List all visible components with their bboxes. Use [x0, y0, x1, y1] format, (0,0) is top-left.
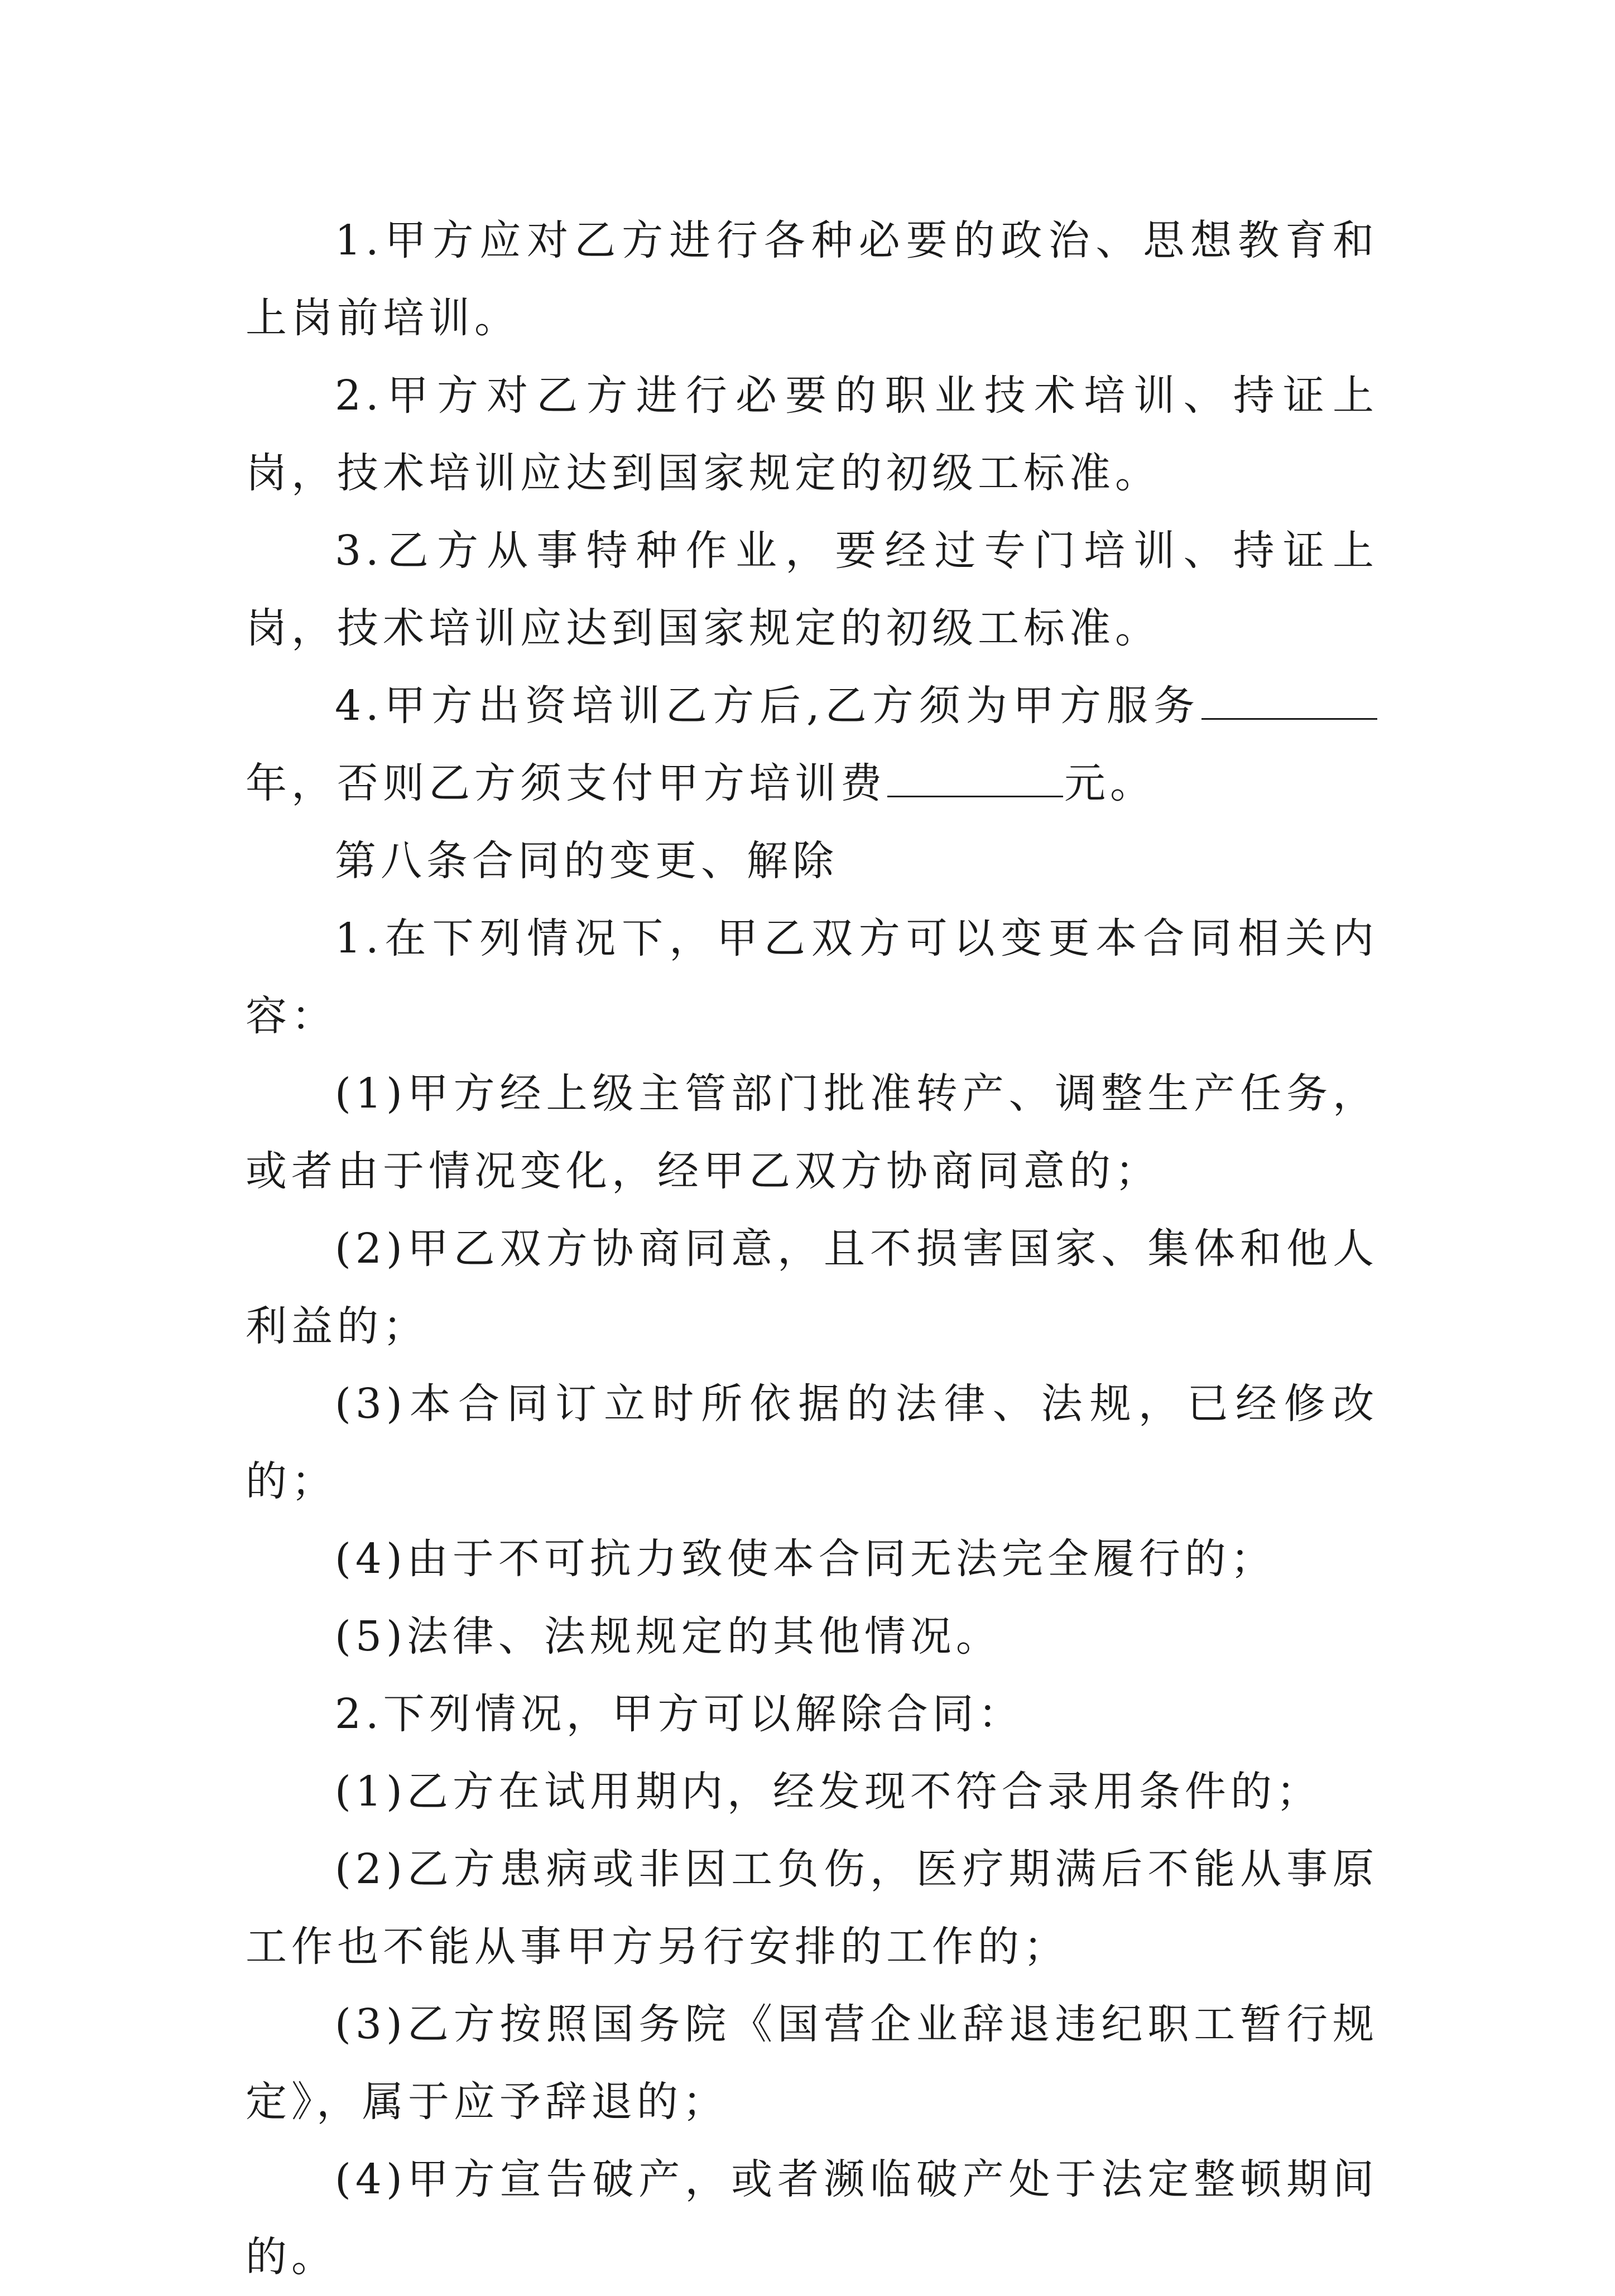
contract-body	[246, 202, 1378, 2296]
paragraph-training-technical: 2.甲方对乙方进行必要的职业技术培训、持证上岗，技术培训应达到国家规定的初级工标准。	[246, 372, 1378, 497]
training-fee-blank[interactable]	[887, 762, 1063, 797]
paragraph-termination-conditions: 2.下列情况，甲方可以解除合同：	[335, 1690, 1024, 1738]
paragraph-change-item-5: (5)法律、法规规定的其他情况。	[335, 1613, 1002, 1660]
training-cost-part3: 元。	[1064, 759, 1156, 807]
article-eight-heading: 第八条合同的变更、解除	[335, 837, 838, 885]
training-cost-part1: 4.甲方出资培训乙方后,乙方须为甲方服务	[335, 682, 1200, 730]
paragraph-termination-item-3: (3)乙方按照国务院《国营企业辞退违纪职工暂行规定》，属于应予辞退的；	[246, 2000, 1378, 2126]
paragraph-termination-item-2: (2)乙方患病或非因工负伤，医疗期满后不能从事原工作也不能从事甲方另行安排的工作的；	[246, 1845, 1378, 1971]
paragraph-termination-item-4: (4)甲方宣告破产，或者濒临破产处于法定整顿期间的。	[246, 2155, 1378, 2281]
paragraph-change-item-3: (3)本合同订立时所依据的法律、法规，已经修改的；	[246, 1380, 1378, 1505]
paragraph-training-cost	[246, 667, 1378, 822]
training-cost-part2: 年，否则乙方须支付甲方培训费	[246, 759, 886, 807]
paragraph-change-conditions: 1.在下列情况下，甲乙双方可以变更本合同相关内容：	[246, 914, 1378, 1040]
paragraph-change-item-4: (4)由于不可抗力致使本合同无法完全履行的；	[335, 1535, 1276, 1583]
paragraph-change-item-1: (1)甲方经上级主管部门批准转产、调整生产任务，或者由于情况变化，经甲乙双方协商同意的；	[246, 1070, 1378, 1195]
paragraph-termination-item-1: (1)乙方在试用期内，经发现不符合录用条件的；	[335, 1768, 1322, 1816]
service-years-blank[interactable]	[1201, 685, 1377, 720]
paragraph-change-item-2: (2)甲乙双方协商同意，且不损害国家、集体和他人利益的；	[246, 1225, 1378, 1350]
paragraph-training-political: 1.甲方应对乙方进行各种必要的政治、思想教育和上岗前培训。	[246, 216, 1378, 342]
paragraph-training-special: 3.乙方从事特种作业，要经过专门培训、持证上岗，技术培训应达到国家规定的初级工标准。	[246, 527, 1378, 652]
